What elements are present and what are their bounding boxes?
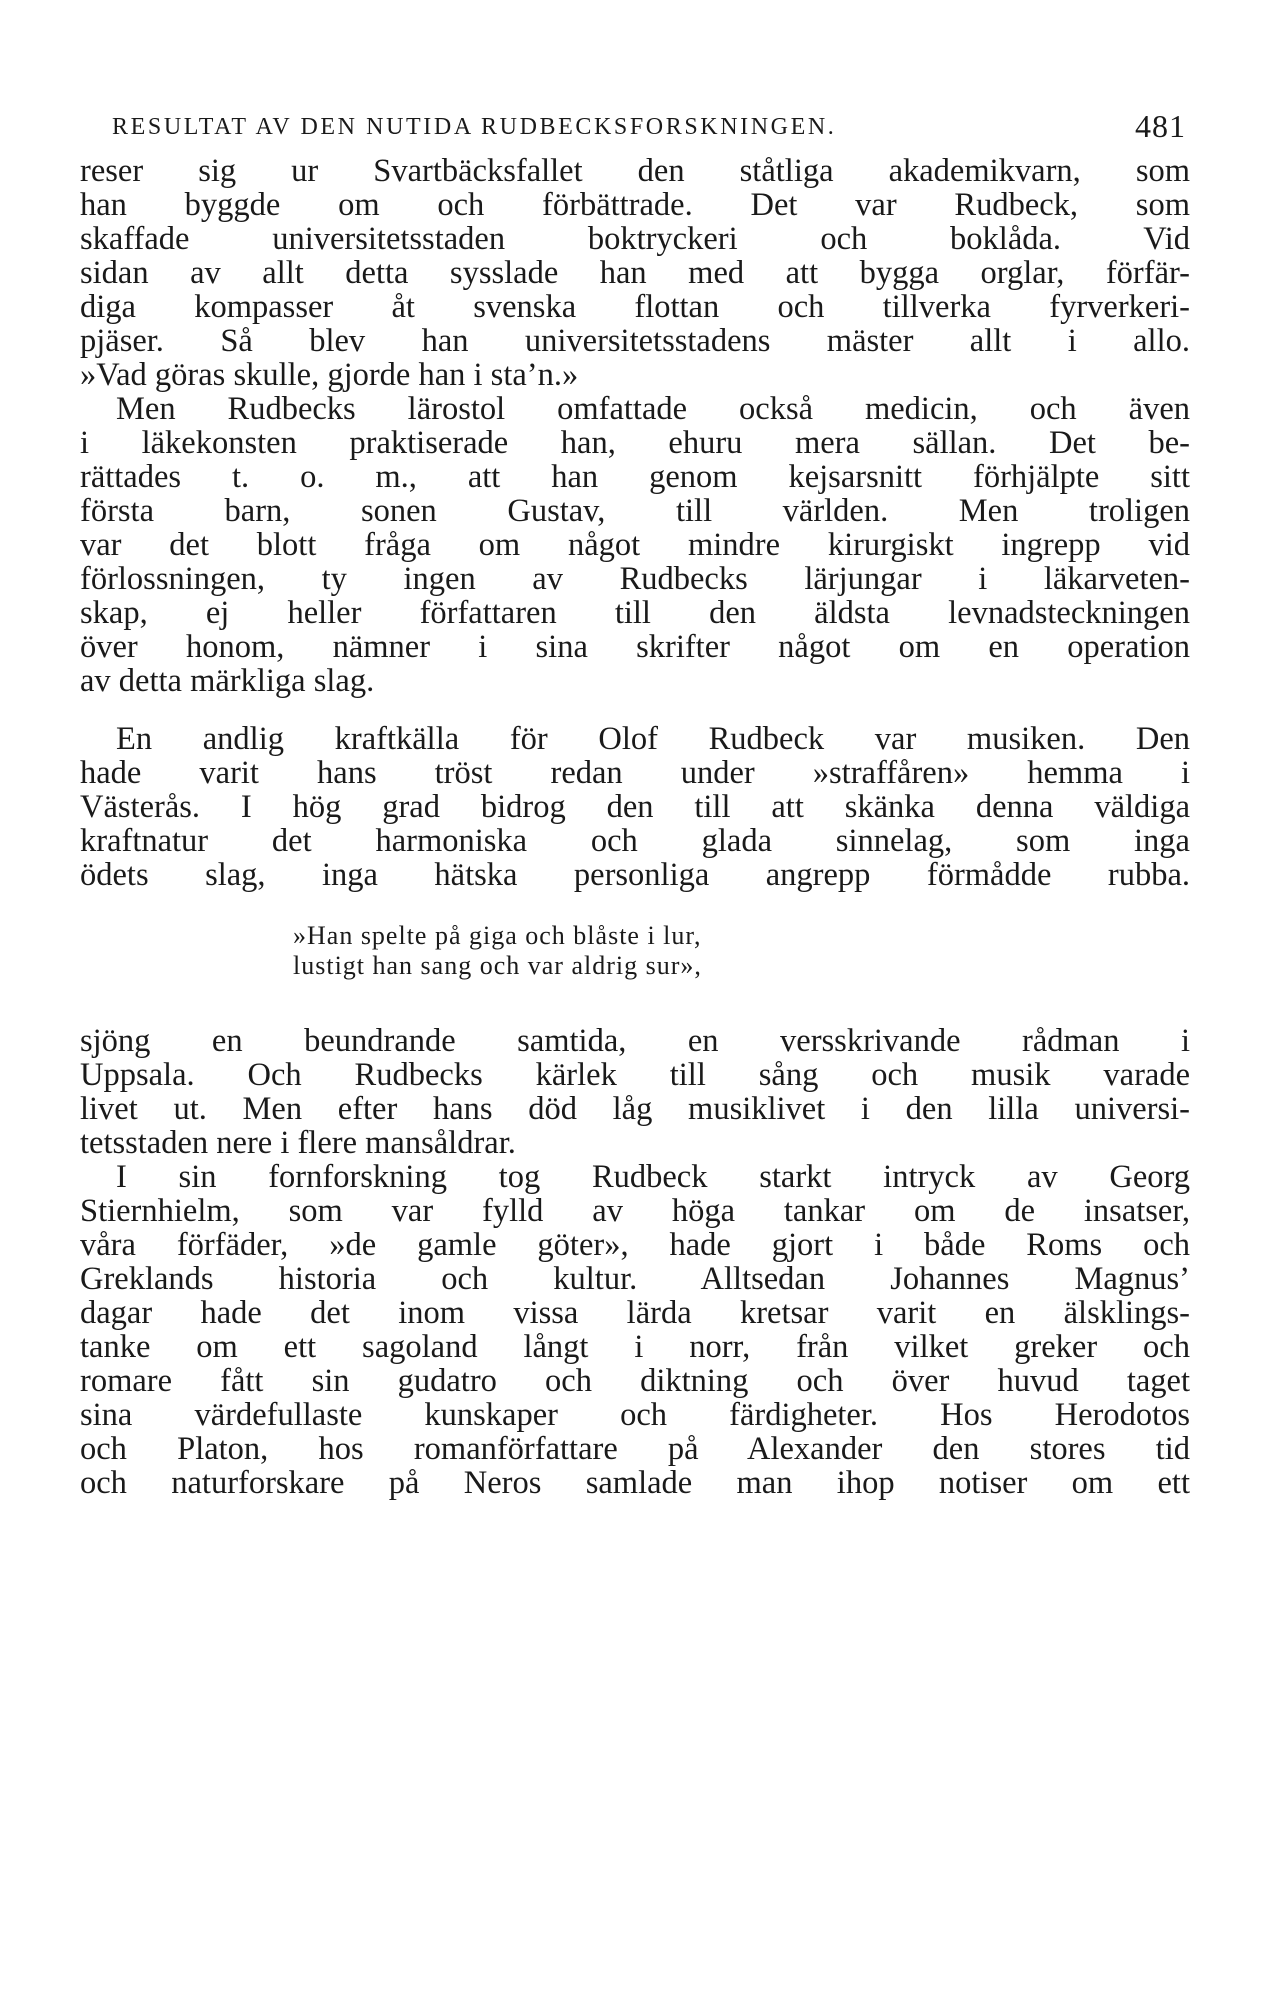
text-line: Men Rudbecks lärostol omfattade också medicin, och även	[116, 391, 1190, 427]
text-line: sjöng en beundrande samtida, en versskrivande rådman i	[80, 1023, 1190, 1059]
text-line: dagar hade det inom vissa lärda kretsar varit en älsklings-	[80, 1295, 1190, 1331]
text-line: Greklands historia och kultur. Alltsedan Johannes Magnus’	[80, 1261, 1190, 1297]
text-line: han byggde om och förbättrade. Det var Rudbeck, som	[80, 187, 1190, 223]
text-line: Stiernhielm, som var fylld av höga tankar om de insatser,	[80, 1193, 1190, 1229]
text-line: förlossningen, ty ingen av Rudbecks lärjungar i läkarveten-	[80, 561, 1190, 597]
verse-line: lustigt han sang och var aldrig sur»,	[293, 951, 702, 980]
text-line: En andlig kraftkälla för Olof Rudbeck var musiken. Den	[116, 721, 1190, 757]
text-line: över honom, nämner i sina skrifter något om en operation	[80, 629, 1190, 665]
text-line: i läkekonsten praktiserade han, ehuru mera sällan. Det be-	[80, 425, 1190, 461]
page-header	[112, 108, 1186, 152]
text-line: skaffade universitetsstaden boktryckeri och boklåda. Vid	[80, 221, 1190, 257]
text-line: kraftnatur det harmoniska och glada sinnelag, som inga	[80, 823, 1190, 859]
running-head: RESULTAT AV DEN NUTIDA RUDBECKSFORSKNINGEN.	[112, 114, 837, 140]
text-line: pjäser. Så blev han universitetsstadens mäster allt i allo.	[80, 323, 1190, 359]
text-line: Uppsala. Och Rudbecks kärlek till sång och musik varade	[80, 1057, 1190, 1093]
text-line: och naturforskare på Neros samlade man ihop notiser om ett	[80, 1465, 1190, 1501]
text-line: rättades t. o. m., att han genom kejsarsnitt förhjälpte sitt	[80, 459, 1190, 495]
text-line: Västerås. I hög grad bidrog den till att skänka denna väldiga	[80, 789, 1190, 825]
text-line: romare fått sin gudatro och diktning och över huvud taget	[80, 1363, 1190, 1399]
text-line: hade varit hans tröst redan under »straffåren» hemma i	[80, 755, 1190, 791]
text-line: var det blott fråga om något mindre kirurgiskt ingrepp vid	[80, 527, 1190, 563]
text-line: ödets slag, inga hätska personliga angrepp förmådde rubba.	[80, 857, 1190, 893]
text-line: och Platon, hos romanförfattare på Alexander den stores tid	[80, 1431, 1190, 1467]
text-line: tanke om ett sagoland långt i norr, från vilket greker och	[80, 1329, 1190, 1365]
text-line: livet ut. Men efter hans död låg musiklivet i den lilla universi-	[80, 1091, 1190, 1127]
text-line: I sin fornforskning tog Rudbeck starkt intryck av Georg	[116, 1159, 1190, 1195]
text-line: tetsstaden nere i flere mansåldrar.	[80, 1125, 516, 1161]
text-line: sidan av allt detta sysslade han med att bygga orglar, förfär-	[80, 255, 1190, 291]
text-line: »Vad göras skulle, gjorde han i sta’n.»	[80, 357, 579, 393]
text-line: sina värdefullaste kunskaper och färdigheter. Hos Herodotos	[80, 1397, 1190, 1433]
text-line: skap, ej heller författaren till den äldsta levnadsteckningen	[80, 595, 1190, 631]
text-line: reser sig ur Svartbäcksfallet den ståtliga akademikvarn, som	[80, 153, 1190, 189]
text-line: av detta märkliga slag.	[80, 663, 375, 699]
text-line: våra förfäder, »de gamle göter», hade gjort i både Roms och	[80, 1227, 1190, 1263]
page-number: 481	[1135, 108, 1186, 144]
text-line: diga kompasser åt svenska flottan och tillverka fyrverkeri-	[80, 289, 1190, 325]
text-line: första barn, sonen Gustav, till världen. Men troligen	[80, 493, 1190, 529]
verse-line: »Han spelte på giga och blåste i lur,	[293, 921, 702, 950]
